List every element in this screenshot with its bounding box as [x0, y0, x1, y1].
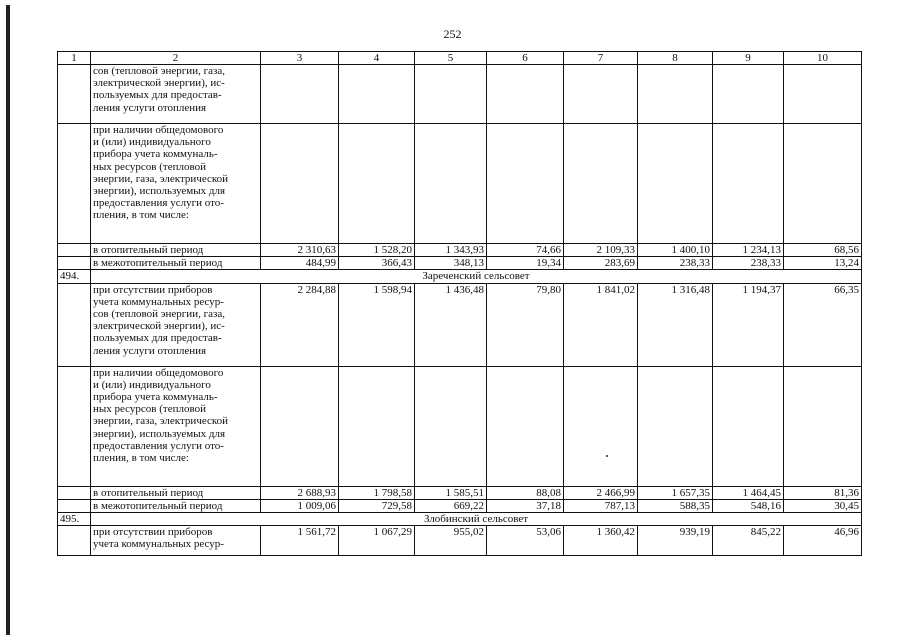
- value-cell: 2 284,88: [261, 283, 339, 366]
- table-row: [58, 124, 862, 244]
- row-label: в межотопительный период: [91, 257, 261, 270]
- section-row: [58, 513, 862, 526]
- column-header: 8: [638, 52, 713, 65]
- table-row: [58, 486, 862, 499]
- value-cell: 46,96: [784, 526, 862, 556]
- value-cell: 955,02: [415, 526, 487, 556]
- value-cell: 283,69: [564, 257, 638, 270]
- column-header: 9: [713, 52, 784, 65]
- value-cell: 1 009,06: [261, 499, 339, 512]
- value-cell: 1 464,45: [713, 486, 784, 499]
- value-cell: 13,24: [784, 257, 862, 270]
- table-row: [58, 499, 862, 512]
- value-cell: 1 585,51: [415, 486, 487, 499]
- column-header: 7: [564, 52, 638, 65]
- section-title: Зареченский сельсовет: [91, 270, 862, 283]
- value-cell: 68,56: [784, 244, 862, 257]
- value-cell: 1 841,02: [564, 283, 638, 366]
- value-cell: 53,06: [487, 526, 564, 556]
- column-header: 6: [487, 52, 564, 65]
- section-number: 494.: [58, 270, 91, 283]
- value-cell: [638, 366, 713, 486]
- value-cell: 1 798,58: [339, 486, 415, 499]
- table-row: [58, 257, 862, 270]
- page-number: 252: [443, 27, 462, 41]
- value-cell: 30,45: [784, 499, 862, 512]
- column-header: 3: [261, 52, 339, 65]
- value-cell: [638, 124, 713, 244]
- value-cell: 74,66: [487, 244, 564, 257]
- value-cell: 1 400,10: [638, 244, 713, 257]
- value-cell: [487, 366, 564, 486]
- value-cell: [784, 65, 862, 124]
- value-cell: 238,33: [638, 257, 713, 270]
- value-cell: 548,16: [713, 499, 784, 512]
- row-label: в отопительный период: [91, 486, 261, 499]
- value-cell: [261, 366, 339, 486]
- value-cell: [339, 124, 415, 244]
- value-cell: [713, 366, 784, 486]
- value-cell: 1 234,13: [713, 244, 784, 257]
- row-label: при отсутствии приборов учета коммунальных ресур- сов (тепловой энергии, газа, электрической энергии), ис- пользуемых для предостав- ления услуги отопления: [91, 283, 261, 366]
- value-cell: 2 109,33: [564, 244, 638, 257]
- scan-speck: [606, 455, 608, 457]
- value-cell: 2 466,99: [564, 486, 638, 499]
- value-cell: [784, 124, 862, 244]
- row-number-cell: [58, 283, 91, 366]
- value-cell: [339, 65, 415, 124]
- header-row: [58, 52, 862, 65]
- value-cell: 484,99: [261, 257, 339, 270]
- row-number-cell: [58, 257, 91, 270]
- value-cell: [564, 65, 638, 124]
- value-cell: [638, 65, 713, 124]
- table-row: [58, 366, 862, 486]
- value-cell: 729,58: [339, 499, 415, 512]
- value-cell: 81,36: [784, 486, 862, 499]
- value-cell: 1 360,42: [564, 526, 638, 556]
- value-cell: 1 657,35: [638, 486, 713, 499]
- column-header: 4: [339, 52, 415, 65]
- tariff-table: [57, 51, 862, 556]
- row-label: при наличии общедомового и (или) индивидуального прибора учета коммуналь- ных ресурсов (тепловой энергии, газа, электрической энергии), используемых для предоставления услуги ото- пления, в том числе:: [91, 124, 261, 244]
- column-header: 2: [91, 52, 261, 65]
- column-header: 10: [784, 52, 862, 65]
- value-cell: [415, 124, 487, 244]
- row-number-cell: [58, 366, 91, 486]
- column-header: 5: [415, 52, 487, 65]
- table-row: [58, 526, 862, 556]
- column-header: 1: [58, 52, 91, 65]
- value-cell: [261, 65, 339, 124]
- row-label: при отсутствии приборов учета коммунальных ресур-: [91, 526, 261, 556]
- value-cell: 1 561,72: [261, 526, 339, 556]
- row-label: при наличии общедомового и (или) индивидуального прибора учета коммуналь- ных ресурсов (тепловой энергии, газа, электрической энергии), используемых для предоставления услуги ото- пления, в том числе:: [91, 366, 261, 486]
- value-cell: [713, 65, 784, 124]
- row-number-cell: [58, 499, 91, 512]
- value-cell: 1 194,37: [713, 283, 784, 366]
- value-cell: [415, 366, 487, 486]
- value-cell: 1 316,48: [638, 283, 713, 366]
- value-cell: 787,13: [564, 499, 638, 512]
- value-cell: 669,22: [415, 499, 487, 512]
- value-cell: 238,33: [713, 257, 784, 270]
- value-cell: [564, 366, 638, 486]
- value-cell: 588,35: [638, 499, 713, 512]
- value-cell: 845,22: [713, 526, 784, 556]
- value-cell: 1 598,94: [339, 283, 415, 366]
- section-number: 495.: [58, 513, 91, 526]
- value-cell: 1 067,29: [339, 526, 415, 556]
- value-cell: [487, 124, 564, 244]
- table-row: [58, 244, 862, 257]
- row-number-cell: [58, 244, 91, 257]
- row-number-cell: [58, 486, 91, 499]
- value-cell: 1 343,93: [415, 244, 487, 257]
- left-margin-rule: [6, 5, 10, 635]
- value-cell: 2 310,63: [261, 244, 339, 257]
- value-cell: 939,19: [638, 526, 713, 556]
- value-cell: [339, 366, 415, 486]
- value-cell: 37,18: [487, 499, 564, 512]
- row-number-cell: [58, 526, 91, 556]
- value-cell: 1 528,20: [339, 244, 415, 257]
- value-cell: [784, 366, 862, 486]
- value-cell: 79,80: [487, 283, 564, 366]
- section-row: [58, 270, 862, 283]
- value-cell: [415, 65, 487, 124]
- value-cell: 366,43: [339, 257, 415, 270]
- value-cell: 348,13: [415, 257, 487, 270]
- value-cell: 1 436,48: [415, 283, 487, 366]
- table-row: [58, 65, 862, 124]
- section-title: Злобинский сельсовет: [91, 513, 862, 526]
- row-number-cell: [58, 65, 91, 124]
- table-row: [58, 283, 862, 366]
- value-cell: 88,08: [487, 486, 564, 499]
- value-cell: 19,34: [487, 257, 564, 270]
- value-cell: [564, 124, 638, 244]
- value-cell: [713, 124, 784, 244]
- value-cell: [261, 124, 339, 244]
- value-cell: 66,35: [784, 283, 862, 366]
- row-label: в отопительный период: [91, 244, 261, 257]
- value-cell: [487, 65, 564, 124]
- row-label: сов (тепловой энергии, газа, электрической энергии), ис- пользуемых для предостав- ления услуги отопления: [91, 65, 261, 124]
- row-number-cell: [58, 124, 91, 244]
- row-label: в межотопительный период: [91, 499, 261, 512]
- value-cell: 2 688,93: [261, 486, 339, 499]
